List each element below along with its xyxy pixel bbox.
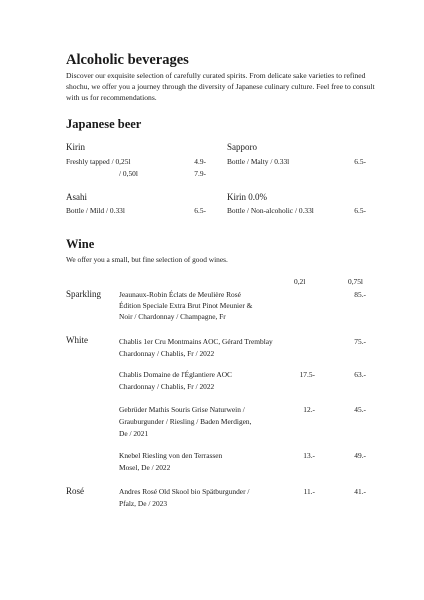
beer-kirin-name: Kirin xyxy=(66,142,85,152)
beer-kirin-line2: / 0,50l xyxy=(119,169,138,178)
beer-sapporo-price: 6.5- xyxy=(354,157,366,166)
beer-sapporo-desc: Bottle / Malty / 0.33l xyxy=(227,157,290,166)
beer-kirin-line1: Freshly tapped / 0,25l xyxy=(66,157,131,166)
white3-price-large: 45.- xyxy=(354,405,366,414)
white3-price-small: 12.- xyxy=(303,405,315,414)
white4-price-large: 49.- xyxy=(354,451,366,460)
white3-line3: De / 2021 xyxy=(119,429,149,438)
col-header-small: 0,2l xyxy=(294,277,306,286)
white3-line2: Grauburgunder / Riesling / Baden Merdigen, xyxy=(119,417,252,426)
wine-heading: Wine xyxy=(66,237,95,251)
white4-line1: Knebel Riesling von den Terrassen xyxy=(119,451,223,460)
beer-sapporo-name: Sapporo xyxy=(227,142,257,152)
rose-price-small: 11.- xyxy=(303,487,315,496)
beer-heading: Japanese beer xyxy=(66,117,142,131)
white3-line1: Gebrüder Mathis Souris Grise Naturwein / xyxy=(119,405,245,414)
sparkling-line1: Jeaunaux-Robin Éclats de Meulière Rosé xyxy=(119,290,241,299)
white2-price-large: 63.- xyxy=(354,370,366,379)
wine-category-white: White xyxy=(66,335,88,345)
beer-asahi-price: 6.5- xyxy=(194,206,206,215)
beer-kirin0-name: Kirin 0.0% xyxy=(227,192,267,202)
sparkling-line2: Édition Speciale Extra Brut Pinot Meunier & xyxy=(119,301,253,310)
wine-subtitle: We offer you a small, but fine selection of good wines. xyxy=(66,255,228,264)
rose-line2: Pfalz, De / 2023 xyxy=(119,499,168,508)
sparkling-price-large: 85.- xyxy=(354,290,366,299)
white2-price-small: 17.5- xyxy=(299,370,315,379)
beer-asahi-desc: Bottle / Mild / 0.33l xyxy=(66,206,125,215)
beer-kirin-price1: 4.9- xyxy=(194,157,206,166)
wine-category-sparkling: Sparkling xyxy=(66,289,101,299)
intro-text: Discover our exquisite selection of carefully curated spirits. From delicate sake varieties to refined shochu, we offer you a journey through the diversity of Japanese culinary culture. Feel free to consult with us for recommendations. xyxy=(66,71,375,102)
white2-line1: Chablis Domaine de l'Églantiere AOC xyxy=(119,370,232,379)
col-header-large: 0,75l xyxy=(348,277,363,286)
beer-kirin0-desc: Bottle / Non-alcoholic / 0.33l xyxy=(227,206,314,215)
beer-asahi-name: Asahi xyxy=(66,192,87,202)
white4-price-small: 13.- xyxy=(303,451,315,460)
beer-kirin0-price: 6.5- xyxy=(354,206,366,215)
white1-price-large: 75.- xyxy=(354,337,366,346)
white4-line2: Mosel, De / 2022 xyxy=(119,463,171,472)
wine-category-rose: Rosé xyxy=(66,486,84,496)
white1-line1: Chablis 1er Cru Montmains AOC, Gérard Tremblay xyxy=(119,337,273,346)
beer-kirin-price2: 7.9- xyxy=(194,169,206,178)
white2-line2: Chardonnay / Chablis, Fr / 2022 xyxy=(119,382,215,391)
rose-line1: Andres Rosé Old Skool bio Spätburgunder / xyxy=(119,487,250,496)
sparkling-line3: Noir / Chardonnay / Champagne, Fr xyxy=(119,312,226,321)
white1-line2: Chardonnay / Chablis, Fr / 2022 xyxy=(119,349,215,358)
page-title: Alcoholic beverages xyxy=(66,52,189,68)
rose-price-large: 41.- xyxy=(354,487,366,496)
